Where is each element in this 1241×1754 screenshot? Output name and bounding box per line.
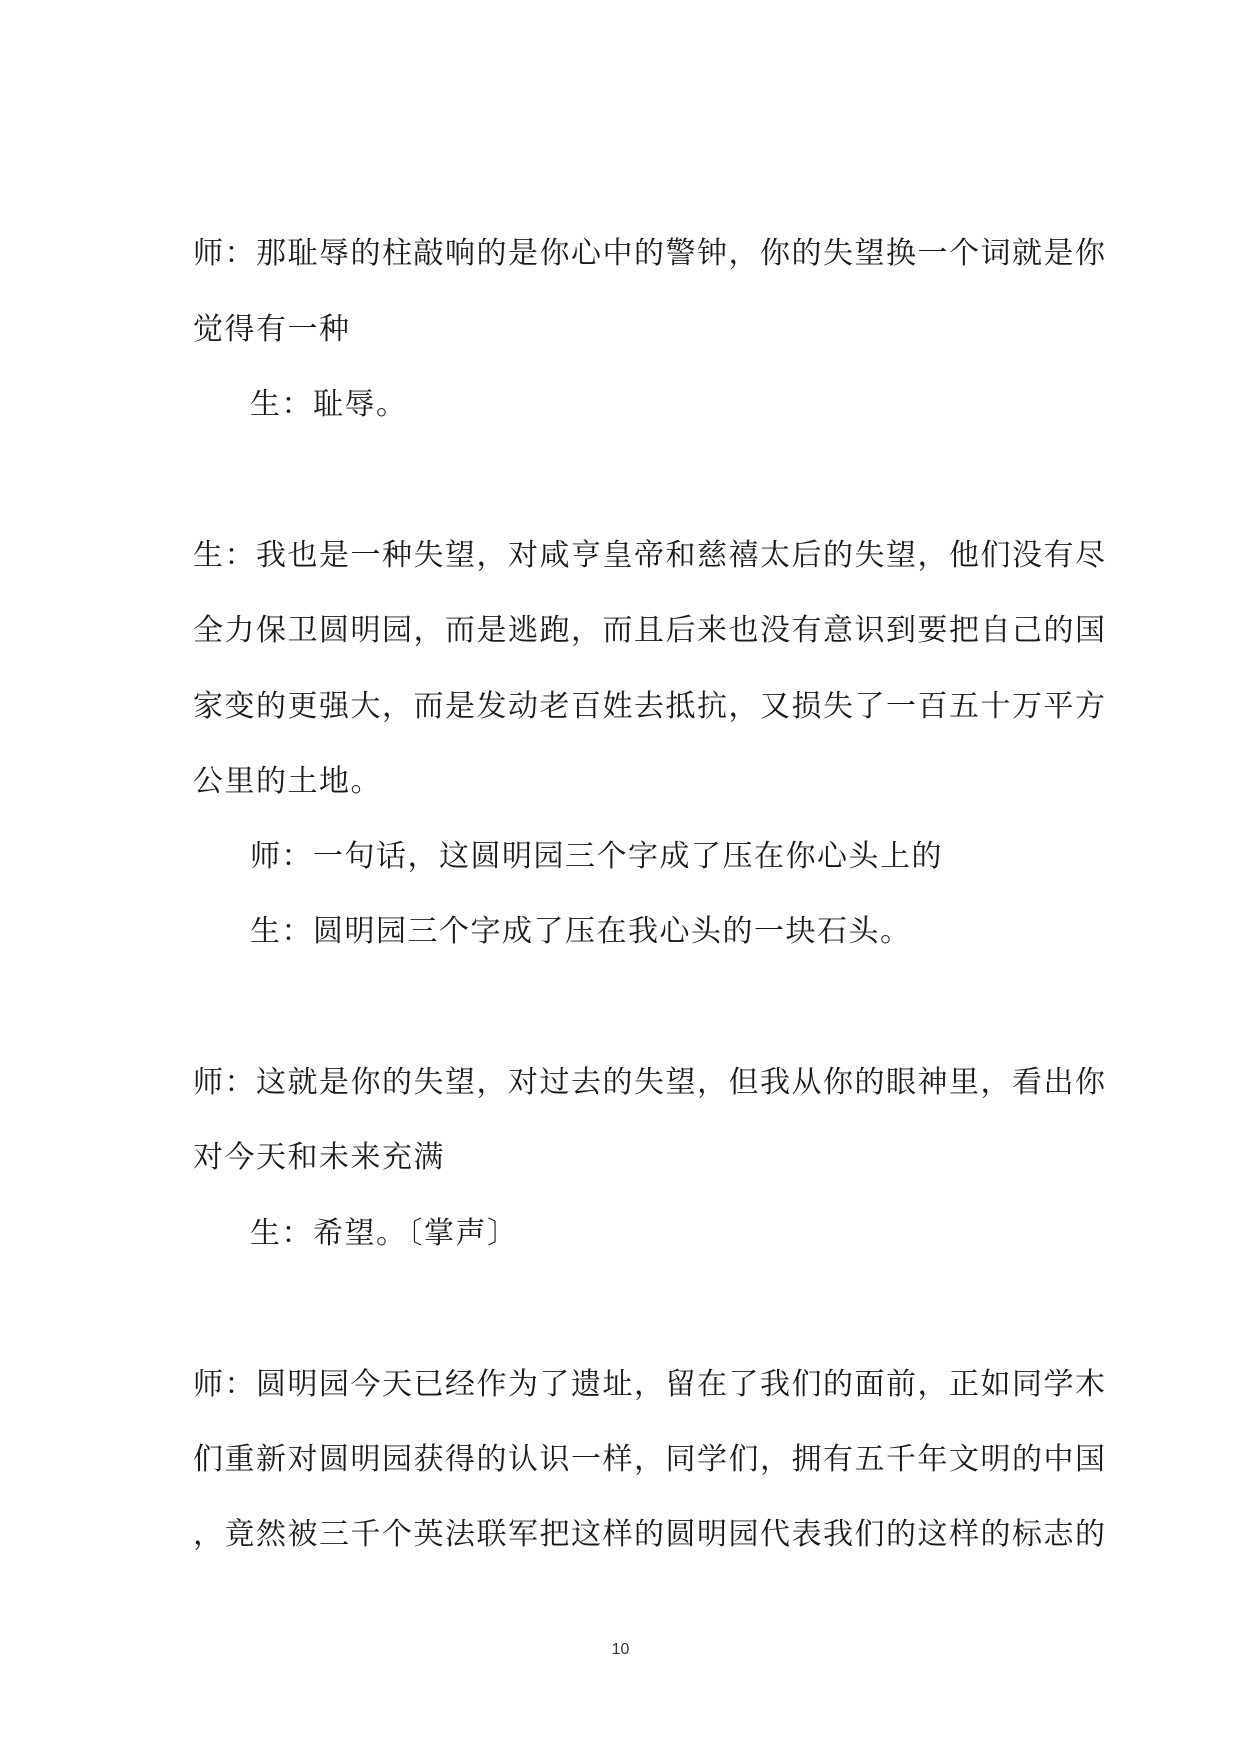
text-line: 师：那耻辱的柱敲响的是你心中的警钟，你的失望换一个词就是你 [193,236,1107,271]
text-line: 生：希望。〔掌声〕 [250,1216,519,1251]
text-line: 对今天和未来充满 [193,1140,445,1175]
text-line: 家变的更强大，而是发动老百姓去抵抗，又损失了一百五十万平方 [193,689,1107,724]
text-line: 公里的土地。 [193,764,382,799]
text-line: 生：圆明园三个字成了压在我心头的一块石头。 [250,914,912,949]
text-line: 生：我也是一种失望，对咸亨皇帝和慈禧太后的失望，他们没有尽 [193,538,1107,573]
text-line: 全力保卫圆明园，而是逃跑，而且后来也没有意识到要把自己的国 [193,613,1107,648]
text-line: 师：圆明园今天已经作为了遗址，留在了我们的面前，正如同学木 [193,1367,1107,1402]
text-line: 生：耻辱。 [250,387,408,422]
text-line: 们重新对圆明园获得的认识一样，同学们，拥有五千年文明的中国 [193,1442,1107,1477]
text-line: 师：一句话，这圆明园三个字成了压在你心头上的 [250,839,943,874]
text-line: 师：这就是你的失望，对过去的失望，但我从你的眼神里，看出你 [193,1065,1107,1100]
text-line: 觉得有一种 [193,312,351,347]
text-line: ，竟然被三千个英法联军把这样的圆明园代表我们的这样的标志的 [193,1517,1107,1552]
page-number: 10 [611,1641,630,1658]
